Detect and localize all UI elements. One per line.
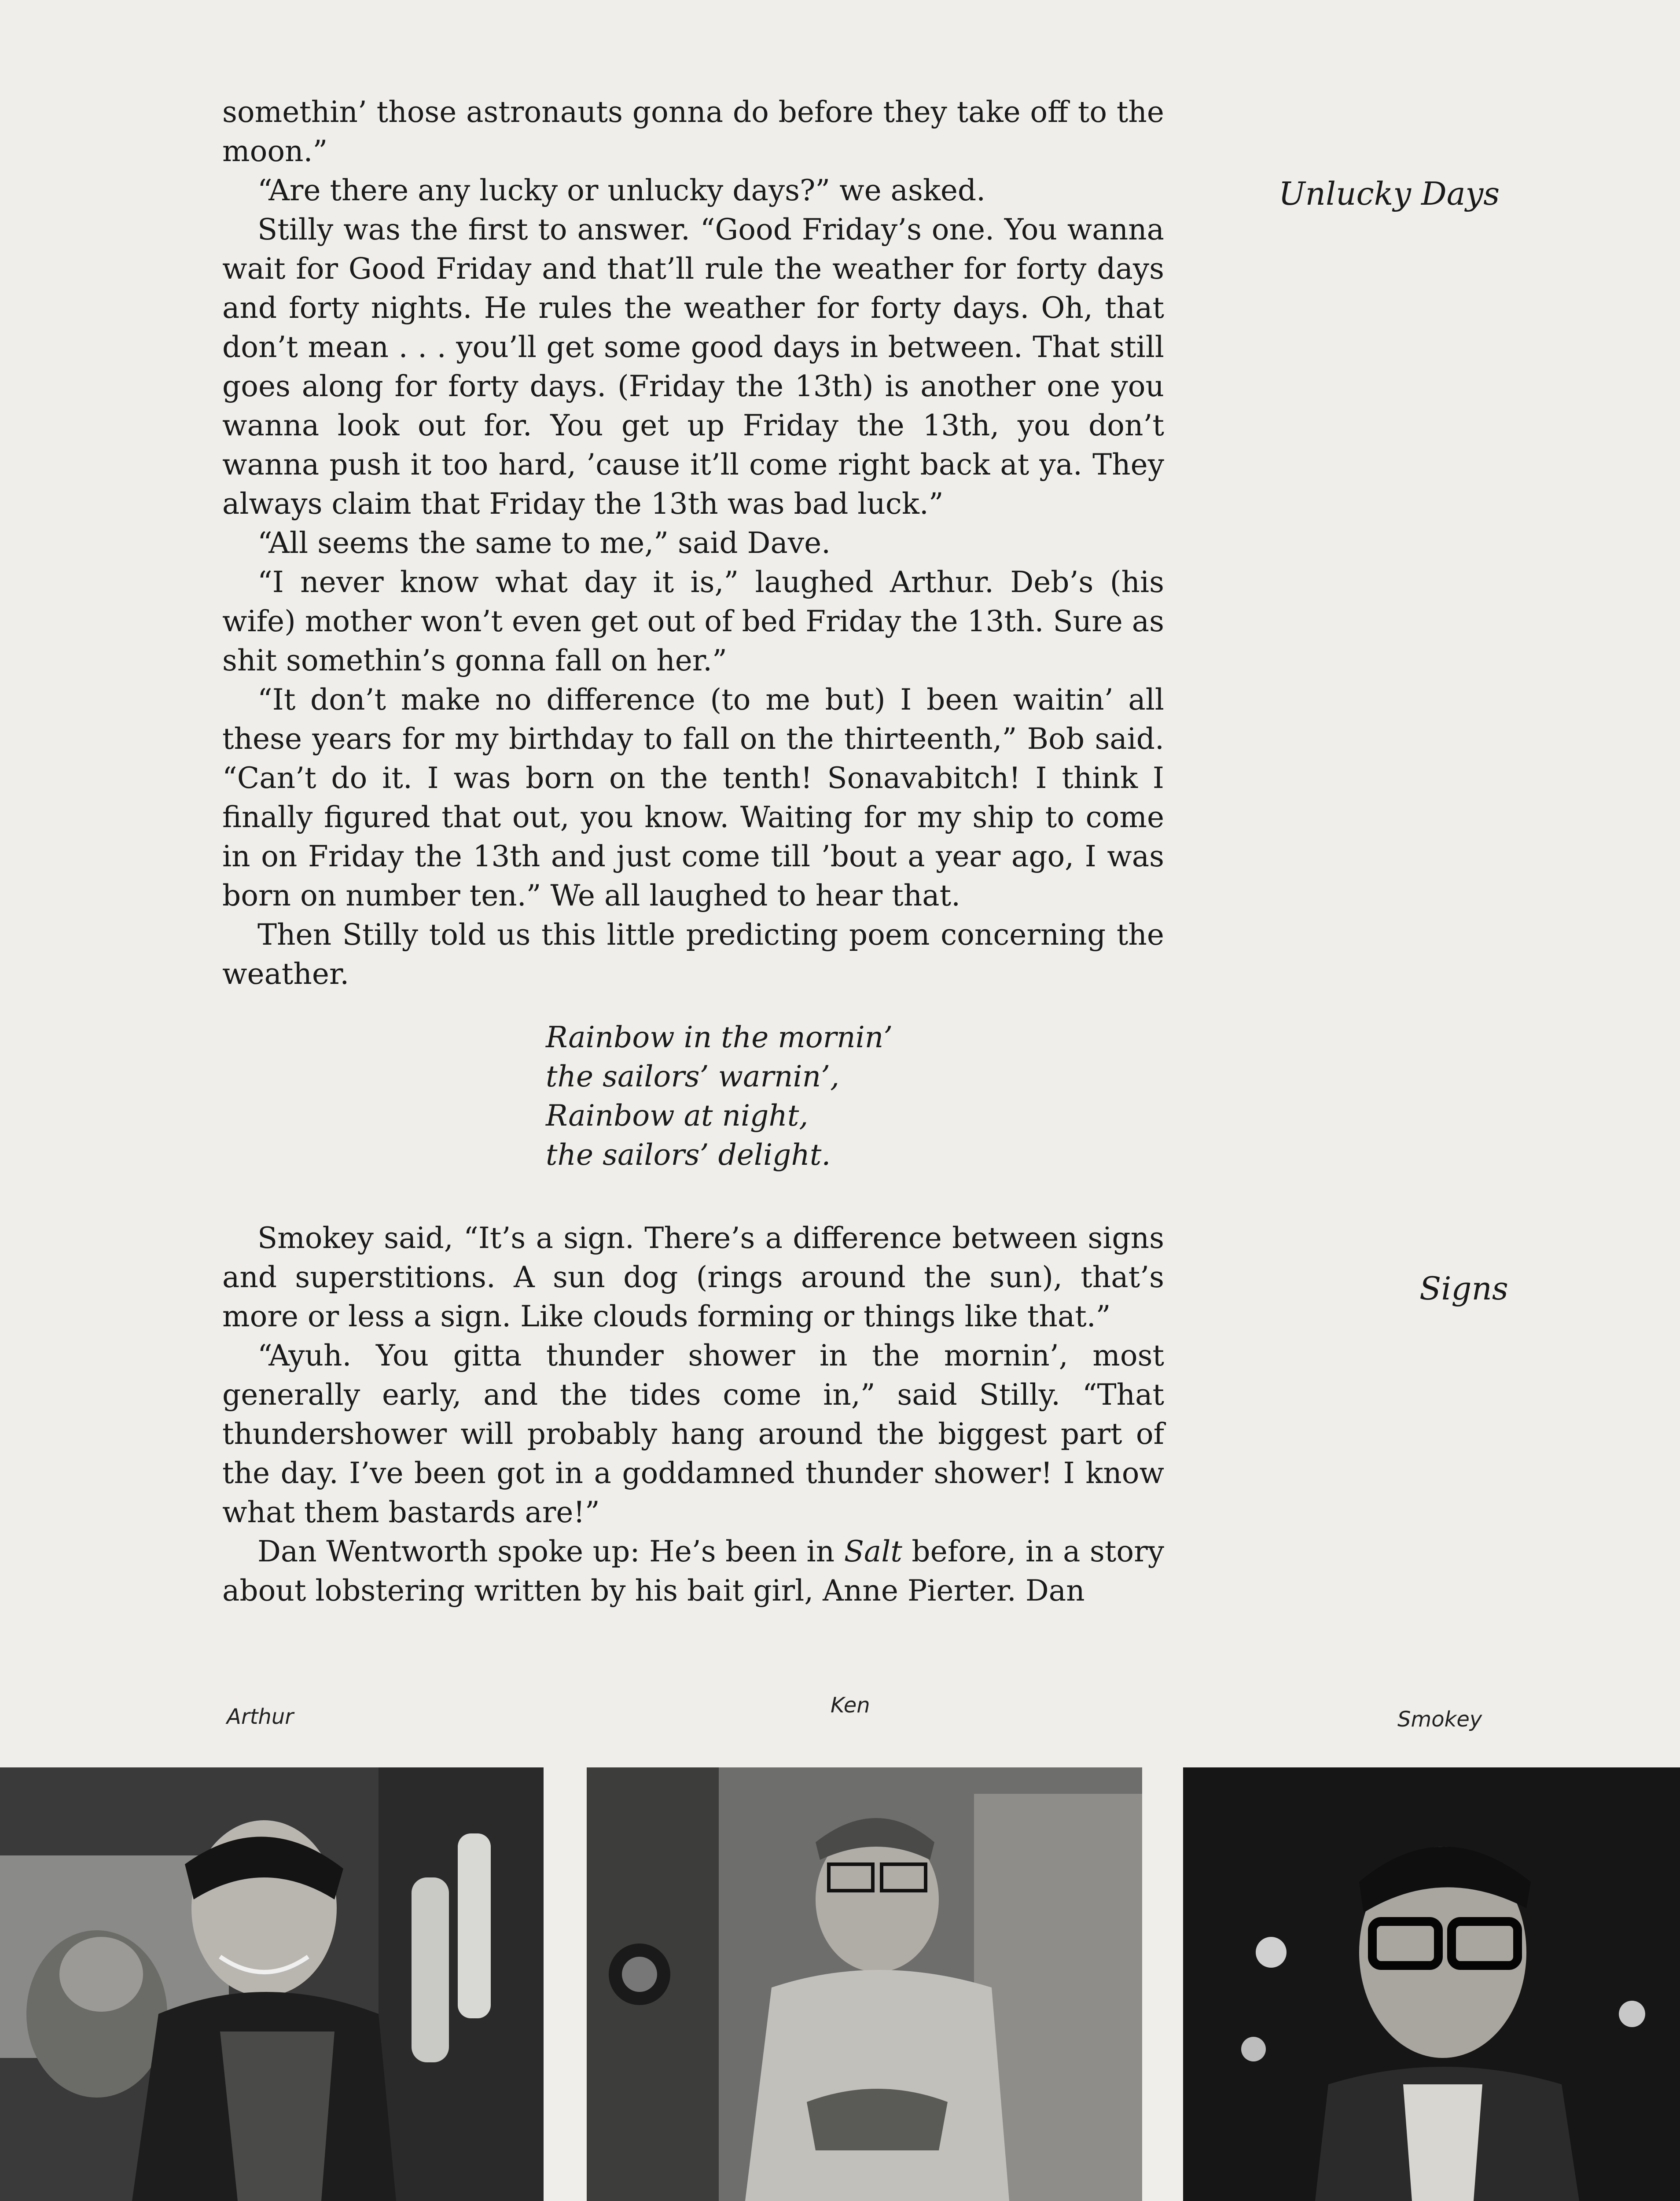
paragraph: “I never know what day it is,” laughed Arthur. Deb’s (his wife) mother won’t even get out of bed Friday the 13th. Sure as shit somethin’s gonna fall on her.” <box>222 565 1164 677</box>
paragraph-last <box>222 1532 1164 1610</box>
poem-line: the sailors’ warnin’, <box>546 1060 840 1093</box>
poem-line: Rainbow in the mornin’ <box>546 1020 893 1054</box>
margin-note-unlucky-days: Unlucky Days <box>1279 175 1500 212</box>
photo-arthur-image <box>0 1767 544 2201</box>
paragraph: Stilly was the first to answer. “Good Friday’s one. You wanna wait for Good Friday and that’ll rule the weather for forty days and forty nights. He rules the weather for forty days. Oh, that don’t mean . . . you’ll get some good days in between. That still goes along for forty days. (Friday the 13th) is another one you wanna look out for. You get up Friday the 13th, you don’t wanna push it too hard, ’cause it’ll come right back at ya. They always claim that Friday the 13th was bad luck.” <box>222 213 1164 521</box>
poem-line: the sailors’ delight. <box>546 1138 831 1172</box>
paragraph: Smokey said, “It’s a sign. There’s a difference between signs and superstitions. A sun dog (rings around the sun), that’s more or less a sign. Like clouds forming or things like that.” <box>222 1221 1164 1333</box>
paragraph: somethin’ those astronauts gonna do before they take off to the moon.” <box>222 95 1164 168</box>
margin-note-signs: Signs <box>1419 1270 1508 1307</box>
caption-ken: Ken <box>831 1693 870 1718</box>
magazine-title: Salt <box>844 1535 902 1568</box>
paragraph: “It don’t make no difference (to me but) I been waitin’ all these years for my birthday to fall on the thirteenth,” Bob said. “Can’t do it. I was born on the tenth! Sonavabitch! I think I finally figured that out, you know. Waiting for my ship to come in on Friday the 13th and just come till ’bout a year ago, I was born on number ten.” We all laughed to hear that. <box>222 683 1164 913</box>
photo-smokey-image <box>1183 1767 1680 2201</box>
paragraph: “All seems the same to me,” said Dave. <box>257 526 831 560</box>
paragraph: Then Stilly told us this little predicting poem concerning the weather. <box>222 918 1164 991</box>
paragraph-text: Dan Wentworth spoke up: He’s been in <box>257 1535 844 1568</box>
poem-line: Rainbow at night, <box>546 1099 809 1133</box>
caption-smokey: Smokey <box>1397 1707 1482 1732</box>
photo-strip <box>0 1767 1680 2201</box>
body-text <box>222 92 1164 1610</box>
paragraph: “Are there any lucky or unlucky days?” we asked. <box>257 173 986 207</box>
photo-ken <box>587 1767 1142 2201</box>
caption-arthur: Arthur <box>227 1704 294 1729</box>
paragraph-text: before, in a story about lobstering written by his bait girl, Anne Pierter. Dan <box>222 1535 1164 1608</box>
photo-smokey <box>1183 1767 1680 2201</box>
paragraph: “Ayuh. You gitta thunder shower in the mornin’, most generally early, and the tides come in,” said Stilly. “That thundershower will probably hang around the biggest part of the day. I’ve been got in a goddamned thunder shower! I know what them bastards are!” <box>222 1339 1164 1529</box>
photo-ken-image <box>587 1767 1142 2201</box>
photo-arthur <box>0 1767 544 2201</box>
weather-poem <box>546 1018 1164 1174</box>
